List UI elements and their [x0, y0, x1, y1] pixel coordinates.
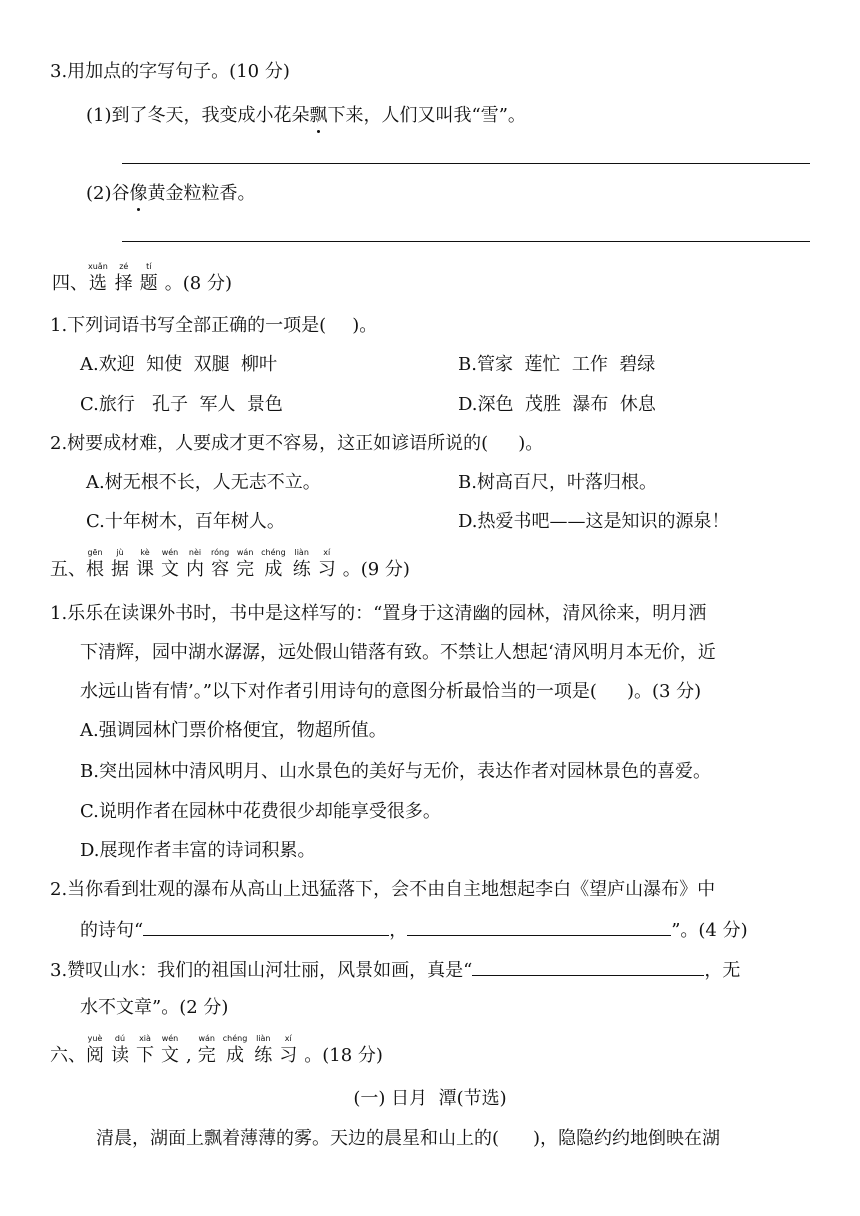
sec5-q1-option-a: A.强调园林门票价格便宜，物超所值。: [80, 720, 387, 741]
pinyin: zé: [119, 262, 129, 271]
hanzi: 成: [264, 559, 283, 580]
pinyin-ruby-char: [236, 548, 254, 582]
pinyin-ruby-char: [211, 548, 229, 582]
hanzi: 根: [86, 559, 104, 580]
hanzi: 文: [161, 559, 179, 580]
pinyin: jù: [116, 548, 124, 557]
pinyin-ruby-char: [111, 1034, 129, 1068]
sec5-q3-line-1: 3.赞叹山水：我们的祖国山河壮丽，风景如画，真是“ ，无: [50, 957, 740, 983]
section-4-heading: 四、 xuǎn 选 zé 择 tí 题 。(8 分): [52, 262, 232, 294]
q3-title: 3.用加点的字写句子。(10 分): [50, 61, 290, 82]
pinyin-ruby-char: [198, 1034, 216, 1068]
sec5-q1-line-2: 下清辉，园中湖水潺潺，远处假山错落有致。不禁让人想起‘清风明月本无价，近: [80, 642, 716, 663]
pinyin: róng: [211, 548, 230, 557]
emphasis-dot-char: 飘: [309, 105, 328, 126]
sec5-q1-line-1: 1.乐乐在读课外书时，书中是这样写的：“置身于这清幽的园林，清风徐来，明月洒: [50, 603, 707, 624]
hanzi: 练: [292, 559, 311, 580]
sec5-q3-line-2: 水不文章”。(2 分): [80, 997, 229, 1018]
sec4-q2-option-d: D.热爱书吧——这是知识的源泉！: [458, 511, 730, 532]
pinyin: xià: [139, 1034, 151, 1043]
pinyin: gēn: [87, 548, 103, 557]
pinyin-ruby-char: [136, 548, 154, 582]
pinyin-ruby-char: [186, 548, 204, 582]
hanzi: 下: [136, 1045, 154, 1066]
passage-title: (一) 日月 潭(节选): [353, 1088, 507, 1109]
hanzi: 阅: [86, 1045, 104, 1066]
sec4-q2-option-b: B.树高百尺，叶落归根。: [458, 472, 657, 493]
pinyin: xí: [284, 1034, 292, 1043]
sec4-q1-option-c: C.旅行 孔子 军人 景色: [80, 394, 283, 415]
sec4-q2-option-a: A.树无根不长，人无志不立。: [86, 472, 321, 493]
hanzi: 选: [88, 273, 107, 294]
hanzi: 读: [111, 1045, 129, 1066]
pinyin-ruby-char: [223, 1034, 248, 1068]
sec4-q2-option-c: C.十年树木，百年树人。: [86, 511, 285, 532]
poem-blank-2[interactable]: [407, 917, 671, 936]
pinyin-ruby-char: [140, 262, 158, 296]
saying-blank[interactable]: [472, 957, 704, 976]
sec5-q1-option-b: B.突出园林中清风明月、山水景色的美好与无价，表达作者对园林景色的喜爱。: [80, 761, 711, 782]
sec5-q2-line-2: 的诗句“ ， ”。(4 分): [80, 917, 748, 943]
hanzi: 容: [211, 559, 230, 580]
hanzi: 练: [254, 1045, 273, 1066]
pinyin: chéng: [261, 548, 286, 557]
pinyin-ruby-char: [293, 548, 311, 582]
q3-sentence-1: (1)到了冬天，我变成小花朵飘下来，人们又叫我“雪”。: [86, 105, 526, 126]
pinyin-ruby-char: [88, 262, 108, 296]
pinyin-ruby-char: [279, 1034, 297, 1068]
pinyin: tí: [146, 262, 152, 271]
hanzi: 习: [279, 1045, 298, 1066]
pinyin: chéng: [222, 1034, 248, 1043]
pinyin: wán: [236, 548, 254, 557]
pinyin-ruby-char: [86, 548, 104, 582]
section-6-heading: 六、 yuè 阅 dú 读 xià 下 wén 文 , wán 完 chéng 成 liàn 练 xí 习 。(18 分): [50, 1034, 383, 1066]
hanzi: 内: [186, 559, 204, 580]
hanzi: 习: [317, 559, 336, 580]
pinyin: liàn: [256, 1034, 271, 1043]
hanzi: 题: [139, 273, 158, 294]
pinyin: xí: [323, 548, 331, 557]
emphasis-dot-char: 像: [129, 183, 148, 204]
hanzi: 择: [114, 273, 133, 294]
hanzi: 课: [136, 559, 154, 580]
pinyin-ruby-char: [86, 1034, 104, 1068]
answer-line-2[interactable]: [122, 241, 810, 242]
hanzi: 完: [197, 1045, 216, 1066]
pinyin: xuǎn: [88, 262, 108, 271]
sec4-q1-stem: 1.下列词语书写全部正确的一项是( )。: [50, 315, 378, 336]
pinyin-ruby-char: [136, 1034, 154, 1068]
pinyin-ruby-char: [261, 548, 286, 582]
sec4-q1-option-a: A.欢迎 知使 双腿 柳叶: [80, 354, 278, 375]
hanzi: 据: [111, 559, 129, 580]
hanzi: 成: [226, 1045, 244, 1066]
pinyin-ruby-char: [318, 548, 336, 582]
pinyin: wén: [161, 548, 179, 557]
pinyin: liàn: [294, 548, 309, 557]
sec4-q2-stem: 2.树要成材难，人要成才更不容易，这正如谚语所说的( )。: [50, 433, 544, 454]
pinyin: nèi: [188, 548, 202, 557]
sec5-q1-line-3: 水远山皆有情’。”以下对作者引用诗句的意图分析最恰当的一项是( )。(3 分): [80, 681, 702, 702]
pinyin-ruby-char: [115, 262, 133, 296]
pinyin: kè: [140, 548, 150, 557]
pinyin: wén: [161, 1034, 179, 1043]
pinyin-ruby-char: [254, 1034, 272, 1068]
poem-blank-1[interactable]: [143, 917, 389, 936]
q3-sentence-2: (2)谷像黄金粒粒香。: [86, 183, 256, 204]
pinyin: yuè: [87, 1034, 103, 1043]
section-5-heading: 五、 gēn 根 jù 据 kè 课 wén 文 nèi 内 róng 容 wán 完 chéng 成 liàn 练 xí 习 。(9 分): [50, 548, 410, 580]
pinyin-ruby-char: [161, 548, 179, 582]
pinyin-ruby-char: [111, 548, 129, 582]
pinyin-ruby-char: [161, 1034, 179, 1068]
sec5-q1-option-c: C.说明作者在园林中花费很少却能享受很多。: [80, 801, 441, 822]
passage-paragraph: 清晨，湖面上飘着薄薄的雾。天边的晨星和山上的( )，隐隐约约地倒映在湖: [96, 1128, 721, 1149]
hanzi: 文: [161, 1045, 179, 1066]
sec5-q1-option-d: D.展现作者丰富的诗词积累。: [80, 840, 316, 861]
hanzi: 完: [236, 559, 255, 580]
pinyin: dú: [114, 1034, 126, 1043]
answer-line-1[interactable]: [122, 163, 810, 164]
sec4-q1-option-b: B.管家 莲忙 工作 碧绿: [458, 354, 656, 375]
pinyin: wán: [198, 1034, 215, 1043]
sec5-q2-line-1: 2.当你看到壮观的瀑布从高山上迅猛落下，会不由自主地想起李白《望庐山瀑布》中: [50, 879, 716, 900]
sec4-q1-option-d: D.深色 茂胜 瀑布 休息: [458, 394, 656, 415]
